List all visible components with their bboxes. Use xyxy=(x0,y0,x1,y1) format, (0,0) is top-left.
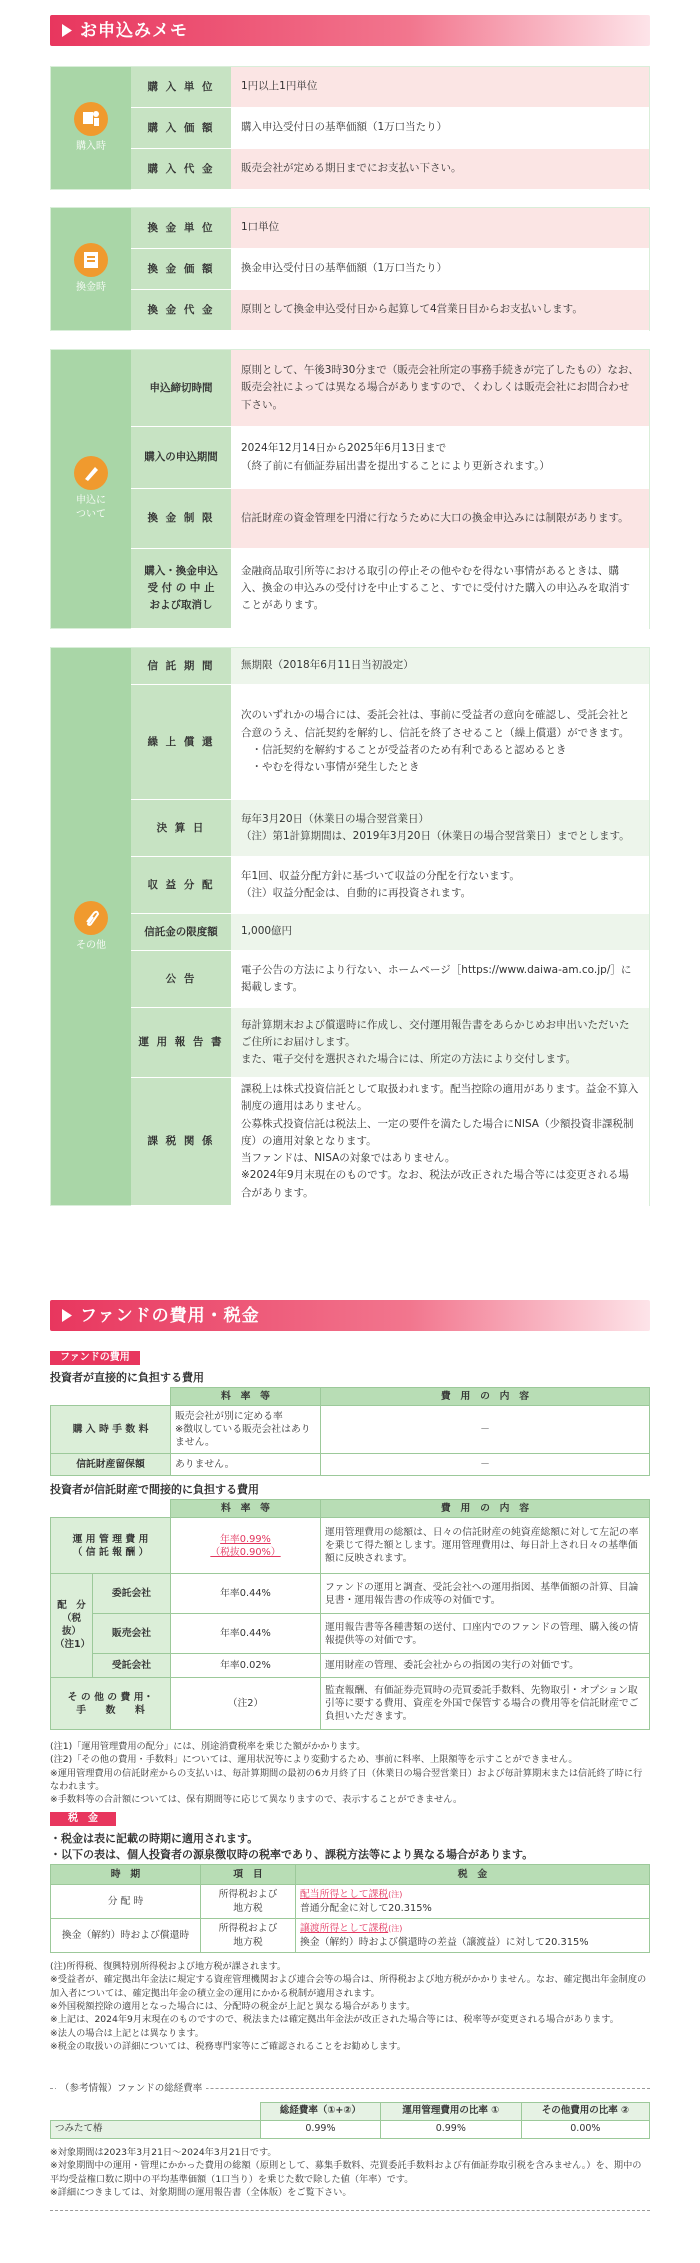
ref-bottom-divider xyxy=(50,2210,650,2211)
tax-notes: (注)所得税、復興特別所得税および地方税が課されます。 ※受益者が、確定拠出年金法に規定する資産管理機関および連合会等の場合は、所得税および地方税がかかりません。なお、確定拠出年金制度の加入者については、確定拠出年金の積立金の運用にかかる税制が適用されます。 ※外国税額控除の適用となった場合には、分配時の税金が上記と異なる場合があります。 ※上記は、2024年9月末現在のものですので、税法または確定拠出年金法が改正された場合等には、税率等が変更される場合があります。 ※法人の場合は上記とは異なります。 ※税金の取扱いの詳細については、税務専門家等にご確認されることをお勧めします。 xyxy=(50,1961,647,2053)
other-row-report xyxy=(131,1008,649,1078)
row-value: 金融商品取引所等における取引の停止その他やむを得ない事情があるときは、購入、換金の申込みの受付けを中止すること、すでに受付けた購入の申込みを取消すことがあります。 xyxy=(231,549,649,628)
row-label: 信託金の限度額 xyxy=(131,914,231,950)
purchase-fee-label: 購 入 時 手 数 料 xyxy=(51,1406,171,1454)
purchase-group xyxy=(50,66,650,190)
other-row-distribution xyxy=(131,857,649,914)
application-row-deadline xyxy=(131,350,649,427)
cart-person-icon xyxy=(74,102,108,136)
trustee-rate: 年率0.02% xyxy=(171,1654,321,1678)
redeem-tax-type: 譲渡所得として課税 xyxy=(300,1923,389,1935)
col-content: 費 用 の 内 容 xyxy=(321,1388,650,1406)
allocation-label: 配 分 （税抜） （注1） xyxy=(51,1574,93,1678)
row-value: 課税上は株式投資信託として取扱われます。配当控除の適用があります。益金不算入制度の適用はありません。 公募株式投資信託は税法上、一定の要件を満たした場合にNISA（少額投資非課税制度）の適用対象となります。 当ファンドは、NISAの対象ではありません。 ※2024年9月末現在のものです。なお、税法が改正された場合等には変更される場合があります。 xyxy=(231,1078,649,1205)
indirect-cost-table xyxy=(50,1499,650,1730)
other-side-label: その他 xyxy=(76,939,106,951)
ref-fund-name: つみたて椿 xyxy=(51,2121,261,2139)
pen-icon xyxy=(74,456,108,490)
direct-cost-table xyxy=(50,1387,650,1476)
row-label: 購 入 代 金 xyxy=(131,149,231,189)
ref-other-value: 0.00% xyxy=(521,2121,649,2139)
purchase-side xyxy=(51,67,131,189)
row-value: 無期限（2018年6月11日当初設定） xyxy=(231,648,649,684)
purchase-fee-rate: 販売会社が別に定める率 ※徴収している販売会社はありません。 xyxy=(171,1406,321,1454)
col-rate: 料 率 等 xyxy=(171,1388,321,1406)
dist-tax-rate: 普通分配金に対して20.315% xyxy=(300,1902,432,1914)
ref-title: （参考情報）ファンドの総経費率 xyxy=(56,2082,206,2097)
mgmt-fee-rate: 年率0.99% xyxy=(220,1533,271,1545)
redemption-row-payment xyxy=(131,290,649,331)
row-value: 信託財産の資金管理を円滑に行なうために大口の換金申込みには制限があります。 xyxy=(231,489,649,548)
retention-label: 信託財産留保額 xyxy=(51,1454,171,1476)
dist-tax-note: (注) xyxy=(388,1890,403,1900)
row-label: 決 算 日 xyxy=(131,800,231,856)
col-rate: 料 率 等 xyxy=(171,1500,321,1518)
retention-content: － xyxy=(321,1454,650,1476)
col-item: 項 目 xyxy=(201,1865,296,1885)
col-tax: 税 金 xyxy=(296,1865,650,1885)
trustor-content: ファンドの運用と調査、受託会社への運用指図、基準価額の計算、目論見書・運用報告書の作成等の対価です。 xyxy=(321,1574,650,1614)
trustee-label: 受託会社 xyxy=(93,1654,171,1678)
row-label: 換 金 価 額 xyxy=(131,249,231,289)
row-value: 1,000億円 xyxy=(231,914,649,950)
row-value: 換金申込受付日の基準価額（1万口当たり） xyxy=(231,249,649,289)
row-label: 購 入 単 位 xyxy=(131,67,231,107)
fees-header xyxy=(50,1300,650,1331)
dist-tax-type: 配当所得として課税 xyxy=(300,1889,389,1901)
row-label: 収 益 分 配 xyxy=(131,857,231,913)
mgmt-fee-rate-excl: （税抜0.90%） xyxy=(210,1546,281,1558)
redemption-icon xyxy=(74,243,108,277)
row-label: 換 金 代 金 xyxy=(131,290,231,330)
dist-time: 分 配 時 xyxy=(51,1885,201,1919)
redeem-tax-rate: 換金（解約）時および償還時の差益（譲渡益）に対して20.315% xyxy=(300,1936,589,1948)
col-content: 費 用 の 内 容 xyxy=(321,1500,650,1518)
other-side xyxy=(51,648,131,1205)
fees-title: ファンドの費用・税金 xyxy=(80,1306,260,1326)
row-label: 運 用 報 告 書 xyxy=(131,1008,231,1077)
row-label: 購入の申込期間 xyxy=(131,427,231,488)
retention-rate: ありません。 xyxy=(171,1454,321,1476)
application-row-period xyxy=(131,427,649,489)
tax-subheader: 税 金 xyxy=(50,1812,116,1826)
redemption-row-price xyxy=(131,249,649,290)
purchase-side-label: 購入時 xyxy=(76,141,106,152)
redeem-time: 換金（解約）時および償還時 xyxy=(51,1919,201,1953)
other-row-notice xyxy=(131,951,649,1008)
purchase-row-unit xyxy=(131,67,649,108)
purchase-row-price xyxy=(131,108,649,149)
row-label: 換 金 制 限 xyxy=(131,489,231,548)
row-label: 公 告 xyxy=(131,951,231,1007)
other-group xyxy=(50,647,650,1206)
fees-notes: (注1)「運用管理費用の配分」には、別途消費税率を乗じた額がかかります。 (注2)「その他の費用・手数料」については、運用状況等により変動するため、事前に料率、上限額等を示すことができません。 ※運用管理費用の信託財産からの支払いは、毎計算期間の最初の6カ月終了日（休業日の場合翌営業日）および毎計算期末または信託終了時に行なわれます。 ※手数料等の合計額については、保有期間等に応じて異なりますので、表示することができません。 xyxy=(50,1741,643,1806)
row-label: 換 金 単 位 xyxy=(131,208,231,248)
application-side-label: 申込に ついて xyxy=(76,495,106,520)
row-value: 毎年3月20日（休業日の場合翌営業日） （注）第1計算期間は、2019年3月20日（休業日の場合翌営業日）までとします。 xyxy=(231,800,649,856)
row-value: 電子公告の方法により行ない、ホームページ［https://www.daiwa-am.co.jp/］に掲載します。 xyxy=(231,951,649,1007)
row-value: 1円以上1円単位 xyxy=(231,67,649,107)
dist-item: 所得税および 地方税 xyxy=(201,1885,296,1919)
other-fees-rate: （注2） xyxy=(171,1678,321,1730)
other-row-early-redemption xyxy=(131,685,649,800)
row-value: 原則として換金申込受付日から起算して4営業日目からお支払いします。 xyxy=(231,290,649,330)
application-group xyxy=(50,349,650,629)
row-value: 販売会社が定める期日までにお支払い下さい。 xyxy=(231,149,649,189)
memo-title: お申込みメモ xyxy=(80,21,188,41)
row-value: 1口単位 xyxy=(231,208,649,248)
col-time: 時 期 xyxy=(51,1865,201,1885)
redemption-side xyxy=(51,208,131,330)
row-value: 購入申込受付日の基準価額（1万口当たり） xyxy=(231,108,649,148)
redemption-group xyxy=(50,207,650,331)
indirect-cost-heading: 投資者が信託財産で間接的に負担する費用 xyxy=(50,1483,259,1496)
trustee-content: 運用財産の管理、委託会社からの指図の実行の対価です。 xyxy=(321,1654,650,1678)
trustor-label: 委託会社 xyxy=(93,1574,171,1614)
redeem-tax-note: (注) xyxy=(388,1924,403,1934)
purchase-fee-content: － xyxy=(321,1406,650,1454)
ref-col-other: その他費用の比率 ② xyxy=(521,2103,649,2121)
row-label: 購 入 価 額 xyxy=(131,108,231,148)
ref-total-value: 0.99% xyxy=(261,2121,381,2139)
row-value: 2024年12月14日から2025年6月13日まで （終了前に有価証券届出書を提出することにより更新されます。） xyxy=(231,427,649,488)
tax-bullet-1: ・税金は表に記載の時期に適用されます。 xyxy=(50,1832,259,1845)
memo-header xyxy=(50,15,650,46)
mgmt-fee-content: 運用管理費用の総額は、日々の信託財産の純資産総額に対して左記の率を乗じて得た額とします。運用管理費用は、毎日計上され日々の基準価額に反映されます。 xyxy=(321,1518,650,1574)
redemption-row-unit xyxy=(131,208,649,249)
row-label: 課 税 関 係 xyxy=(131,1078,231,1205)
redemption-side-label: 換金時 xyxy=(76,282,106,293)
mgmt-fee-label: 運 用 管 理 費 用 （ 信 託 報 酬 ） xyxy=(51,1518,171,1574)
row-label: 申込締切時間 xyxy=(131,350,231,426)
row-label: 購入・換金申込 受 付 の 中 止 および取消し xyxy=(131,549,231,628)
row-value: 年1回、収益分配方針に基づいて収益の分配を行ないます。 （注）収益分配金は、自動的に再投資されます。 xyxy=(231,857,649,913)
application-side xyxy=(51,350,131,628)
row-value: 次のいずれかの場合には、委託会社は、事前に受益者の意向を確認し、受託会社と合意のうえ、信託契約を解約し、信託を終了させること（繰上償還）ができます。 ・信託契約を解約することが受益者のため有利であると認めるとき ・やむを得ない事情が発生したとき xyxy=(231,685,649,799)
other-fees-label: そ の 他 の 費 用・ 手 数 料 xyxy=(51,1678,171,1730)
trustor-rate: 年率0.44% xyxy=(171,1574,321,1614)
other-row-closing xyxy=(131,800,649,857)
distributor-label: 販売会社 xyxy=(93,1614,171,1654)
redeem-item: 所得税および 地方税 xyxy=(201,1919,296,1953)
other-row-tax xyxy=(131,1078,649,1206)
direct-cost-heading: 投資者が直接的に負担する費用 xyxy=(50,1371,204,1384)
row-value: 毎計算期末および償還時に作成し、交付運用報告書をあらかじめお申出いただいたご住所にお届けします。 また、電子交付を選択された場合には、所定の方法により交付します。 xyxy=(231,1008,649,1077)
application-row-limit xyxy=(131,489,649,549)
paperclip-icon xyxy=(74,901,108,935)
purchase-row-payment xyxy=(131,149,649,190)
row-label: 繰 上 償 還 xyxy=(131,685,231,799)
tax-table xyxy=(50,1864,650,1953)
ref-notes: ※対象期間は2023年3月21日～2024年3月21日です。 ※対象期間中の運用・管理にかかった費用の総額（原則として、募集手数料、売買委託手数料および有価証券取引税を含みません。）を、期中の平均受益権口数に期中の平均基準価額（1口当り）を乗じた数で除した値（年率）です。 ※詳細につきましては、対象期間の運用報告書（全体版）をご覧下さい。 xyxy=(50,2147,642,2199)
row-label: 信 託 期 間 xyxy=(131,648,231,684)
ref-table xyxy=(50,2102,650,2139)
other-fees-content: 監査報酬、有価証券売買時の売買委託手数料、先物取引・オプション取引等に要する費用、資産を外国で保管する場合の費用等を信託財産でご負担いただきます。 xyxy=(321,1678,650,1730)
distributor-content: 運用報告書等各種書類の送付、口座内でのファンドの管理、購入後の情報提供等の対価です。 xyxy=(321,1614,650,1654)
ref-mgmt-value: 0.99% xyxy=(380,2121,521,2139)
distributor-rate: 年率0.44% xyxy=(171,1614,321,1654)
row-value: 原則として、午後3時30分まで（販売会社所定の事務手続きが完了したもの）なお、販売会社によっては異なる場合がありますので、くわしくは販売会社にお問合わせ下さい。 xyxy=(231,350,649,426)
ref-col-mgmt: 運用管理費用の比率 ① xyxy=(380,2103,521,2121)
fees-subheader: ファンドの費用 xyxy=(50,1351,140,1365)
other-row-limit xyxy=(131,914,649,951)
ref-col-total: 総経費率（①+②） xyxy=(261,2103,381,2121)
application-row-suspension xyxy=(131,549,649,629)
other-row-term xyxy=(131,648,649,685)
tax-bullet-2: ・以下の表は、個人投資者の源泉徴収時の税率であり、課税方法等により異なる場合があります。 xyxy=(50,1848,534,1861)
